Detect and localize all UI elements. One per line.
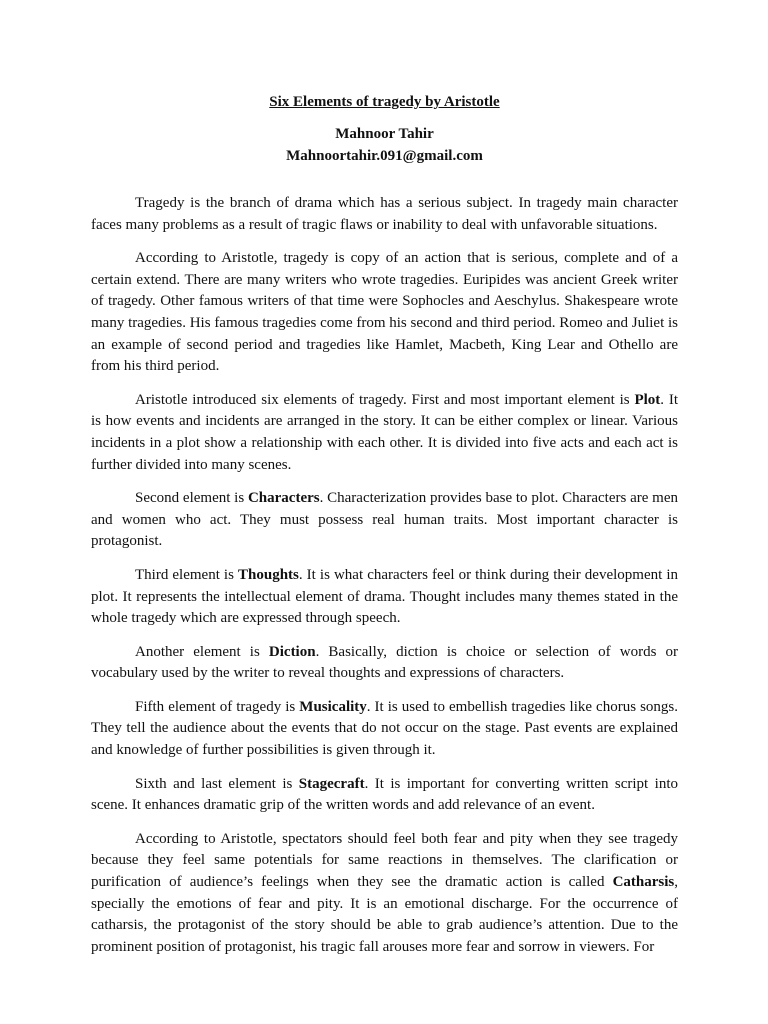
- paragraph-text: Third element is: [135, 566, 238, 583]
- paragraph-text: Tragedy is the branch of drama which has a serious subject. In tragedy main character faces many problems as a result of tragic flaws or inability to deal with unfavorable situations.: [91, 195, 678, 233]
- paragraph-text: Aristotle introduced six elements of tragedy. First and most important element is: [135, 391, 635, 408]
- paragraph-text: . Basically, diction is choice or selection of words or vocabulary used by the writer to reveal thoughts and expressions of characters.: [91, 643, 678, 682]
- term-catharsis: Catharsis: [612, 874, 675, 891]
- paragraph-2: [91, 248, 678, 378]
- author-name: Mahnoor Tahir: [335, 126, 434, 142]
- paragraph-characters: [91, 488, 678, 553]
- paragraph-text: . It is what characters feel or think during their development in plot. It represents the intellectual element of drama. Thought includes many themes stated in the whole tragedy which are expressed through speech.: [91, 566, 678, 627]
- term-diction: Diction: [268, 643, 316, 660]
- document-body: [91, 193, 678, 958]
- paragraph-text: According to Aristotle, tragedy is copy of an action that is serious, complete and of a certain extend. There are many writers who wrote tragedies. Euripides was ancient Greek writer of tragedy. Other famous writers of that time were Sophocles and Aeschylus. Shakespeare wrote many tragedies. His famous tragedies come from his second and third period. Romeo and Juliet is an example of second period and tragedies like Hamlet, Macbeth, King Lear and Othello are from his third period.: [91, 250, 678, 375]
- paragraph-thoughts: [91, 565, 678, 630]
- paragraph-1: [91, 193, 678, 236]
- paragraph-text: . It is used to embellish tragedies like chorus songs. They tell the audience about the events that do not occur on the stage. Past events are explained and knowledge of further possibilities is given through it.: [91, 698, 678, 759]
- paragraph-stagecraft: [91, 774, 678, 817]
- paragraph-text: . It is important for converting written script into scene. It enhances dramatic grip of the written words and add relevance of an event.: [91, 775, 678, 814]
- paragraph-text: . It is how events and incidents are arranged in the story. It can be either complex or linear. Various incidents in a plot show a relationship with each other. It is divided into five acts and each act is further divided into many scenes.: [91, 391, 678, 473]
- term-characters: Characters: [247, 490, 320, 507]
- paragraph-text: Fifth element of tragedy is: [135, 698, 300, 715]
- document-page: [91, 92, 678, 970]
- paragraph-musicality: [91, 697, 678, 762]
- document-title: Six Elements of tragedy by Aristotle: [269, 94, 500, 110]
- paragraph-text: According to Aristotle, spectators should feel both fear and pity when they see tragedy because they feel same potentials for same reactions in themselves. The clarification or purification of audience’s feelings when they see the dramatic action is called: [91, 830, 678, 891]
- paragraph-text: Second element is: [135, 490, 248, 507]
- author-email: Mahnoortahir.091@gmail.com: [286, 148, 483, 164]
- paragraph-text: Another element is: [135, 643, 269, 660]
- paragraph-text: Sixth and last element is: [135, 775, 299, 792]
- paragraph-diction: [91, 642, 678, 685]
- term-stagecraft: Stagecraft: [298, 775, 365, 792]
- term-plot: Plot: [634, 391, 661, 408]
- paragraph-text: , specially the emotions of fear and pity. It is an emotional discharge. For the occurrence of catharsis, the protagonist of the story should be able to grab audience’s attention. Due to the prominent position of protagonist, his tragic fall arouses more fear and sorrow in viewers. For: [91, 874, 678, 955]
- term-thoughts: Thoughts: [238, 566, 299, 583]
- term-musicality: Musicality: [299, 698, 367, 715]
- paragraph-text: . Characterization provides base to plot. Characters are men and women who act. They must possess real human traits. Most important character is protagonist.: [91, 490, 678, 550]
- paragraph-catharsis: [91, 829, 678, 959]
- paragraph-plot: [91, 390, 678, 476]
